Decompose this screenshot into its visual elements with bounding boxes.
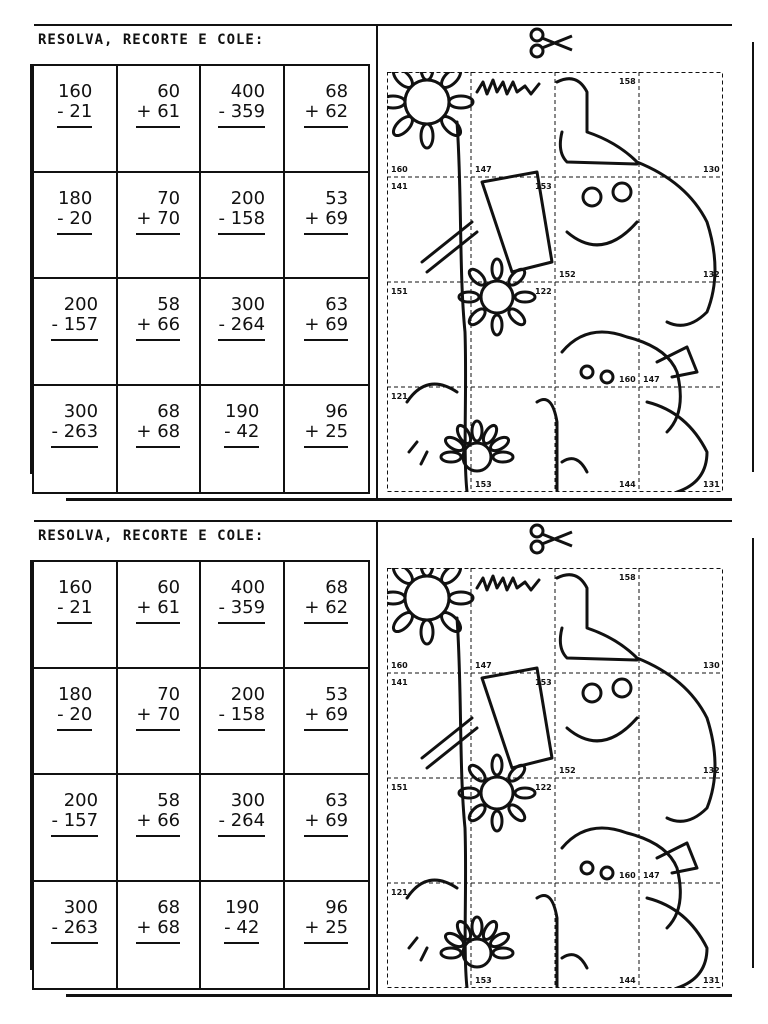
problem-second-line — [218, 705, 265, 731]
problem-operator: - — [224, 916, 231, 938]
problem-bottom-number: 264 — [230, 810, 266, 831]
problem-second-line — [136, 422, 180, 448]
problem-operator: + — [304, 597, 320, 618]
problem-top-number: 63 — [325, 294, 349, 315]
problem-bottom-number: 20 — [69, 703, 93, 725]
problem-bottom-number: 21 — [69, 597, 93, 618]
problem-operator: + — [304, 703, 320, 725]
arithmetic-problem — [136, 578, 180, 667]
problem-top-number: 70 — [157, 187, 181, 209]
problem-second-line — [218, 598, 265, 624]
puzzle-piece-label: 141 — [391, 182, 408, 191]
problem-second-line — [304, 598, 348, 624]
problem-operator: - — [57, 101, 64, 122]
problem-second-line — [57, 209, 92, 235]
arithmetic-problem — [57, 685, 92, 774]
problem-top-number: 300 — [63, 896, 99, 918]
problem-cell[interactable] — [34, 669, 118, 776]
problem-bottom-number: 61 — [157, 597, 181, 618]
problem-top-number: 58 — [157, 790, 181, 811]
problem-operator: + — [304, 420, 320, 442]
top-rule — [34, 520, 732, 522]
problem-top-number: 53 — [325, 683, 349, 705]
problem-cell[interactable] — [201, 279, 285, 386]
problem-second-line — [218, 102, 265, 128]
problem-second-line — [57, 102, 92, 128]
problem-top-number: 60 — [157, 81, 181, 102]
problem-grid — [32, 64, 370, 494]
problem-cell[interactable] — [285, 173, 369, 280]
problem-cell[interactable] — [34, 279, 118, 386]
arithmetic-problem — [304, 685, 348, 774]
puzzle-piece-label: 152 — [559, 766, 576, 775]
puzzle-piece-label: 147 — [475, 661, 492, 670]
problem-bottom-number: 263 — [63, 916, 99, 938]
problem-cell[interactable] — [118, 882, 202, 989]
problem-second-line — [304, 811, 348, 837]
problem-top-number: 58 — [157, 294, 181, 315]
arithmetic-problem — [51, 898, 98, 989]
puzzle-piece-label: 147 — [643, 871, 660, 880]
arithmetic-problem — [304, 295, 348, 384]
problem-second-line — [304, 422, 348, 448]
problem-second-line — [51, 918, 98, 944]
problem-cell[interactable] — [285, 279, 369, 386]
problem-operator: - — [224, 420, 231, 442]
problem-second-line — [304, 209, 348, 235]
right-margin-bar — [752, 42, 754, 472]
puzzle-piece-label: 153 — [475, 480, 492, 489]
problem-bottom-number: 158 — [230, 207, 266, 229]
puzzle-piece-label: 131 — [703, 480, 720, 489]
puzzle-svg — [387, 568, 723, 988]
problem-operator: - — [57, 597, 64, 618]
problem-second-line — [136, 209, 180, 235]
problem-operator: - — [51, 314, 58, 335]
problem-top-number: 180 — [57, 683, 93, 705]
problem-bottom-number: 263 — [63, 420, 99, 442]
problem-operator: - — [57, 703, 64, 725]
problem-cell[interactable] — [285, 66, 369, 173]
problem-cell[interactable] — [201, 775, 285, 882]
scissors-icon — [528, 26, 576, 60]
problem-second-line — [51, 315, 98, 341]
problem-bottom-number: 70 — [157, 703, 181, 725]
arithmetic-problem — [304, 791, 348, 880]
puzzle-piece-label: 121 — [391, 392, 408, 401]
problem-top-number: 200 — [63, 790, 99, 811]
problem-grid — [32, 560, 370, 990]
arithmetic-problem — [224, 402, 259, 493]
problem-bottom-number: 157 — [63, 810, 99, 831]
arithmetic-problem — [218, 685, 265, 774]
puzzle-piece-label: 122 — [535, 783, 552, 792]
problem-operator: + — [136, 597, 152, 618]
puzzle-piece-label: 122 — [535, 287, 552, 296]
problem-operator: - — [51, 420, 58, 442]
puzzle-piece-label: 147 — [475, 165, 492, 174]
problem-operator: - — [218, 810, 225, 831]
problem-second-line — [51, 422, 98, 448]
arithmetic-problem — [51, 791, 98, 880]
problem-top-number: 300 — [63, 400, 99, 422]
worksheet-top — [0, 12, 768, 512]
problem-cell[interactable] — [201, 386, 285, 493]
problem-second-line — [136, 918, 180, 944]
problem-bottom-number: 264 — [230, 314, 266, 335]
puzzle-piece-label: 144 — [619, 480, 636, 489]
problem-operator: - — [57, 207, 64, 229]
problem-operator: - — [51, 916, 58, 938]
problem-top-number: 68 — [157, 896, 181, 918]
arithmetic-problem — [224, 898, 259, 989]
puzzle-piece-label: 151 — [391, 783, 408, 792]
worksheet-bottom — [0, 508, 768, 1008]
problem-operator: - — [218, 597, 225, 618]
cut-lines — [387, 568, 723, 988]
problem-cell[interactable] — [201, 562, 285, 669]
problem-top-number: 400 — [230, 81, 266, 102]
puzzle-piece-label: 121 — [391, 888, 408, 897]
problem-bottom-number: 157 — [63, 314, 99, 335]
problem-operator: + — [136, 810, 152, 831]
arithmetic-problem — [57, 189, 92, 278]
problem-operator: + — [304, 314, 320, 335]
problem-operator: - — [51, 810, 58, 831]
cut-lines — [387, 72, 723, 492]
problem-cell[interactable] — [118, 173, 202, 280]
instruction-text: RESOLVA, RECORTE E COLE: — [38, 528, 265, 544]
problem-operator: - — [218, 207, 225, 229]
problem-top-number: 68 — [325, 577, 349, 598]
puzzle-piece-label: 153 — [535, 678, 552, 687]
puzzle-svg — [387, 72, 723, 492]
problem-bottom-number: 359 — [230, 101, 266, 122]
problem-operator: - — [218, 703, 225, 725]
problem-cell[interactable] — [201, 882, 285, 989]
puzzle-piece-label: 153 — [535, 182, 552, 191]
problem-operator: + — [136, 101, 152, 122]
problem-second-line — [304, 918, 348, 944]
problem-second-line — [136, 102, 180, 128]
arithmetic-problem — [57, 578, 92, 667]
problem-cell[interactable] — [34, 386, 118, 493]
problem-second-line — [224, 422, 259, 448]
problem-cell[interactable] — [118, 279, 202, 386]
problem-top-number: 200 — [230, 187, 266, 209]
problem-second-line — [304, 705, 348, 731]
problem-operator: + — [304, 207, 320, 229]
puzzle-picture[interactable] — [387, 568, 723, 988]
problem-top-number: 160 — [57, 81, 93, 102]
puzzle-piece-label: 130 — [703, 661, 720, 670]
problem-second-line — [57, 705, 92, 731]
puzzle-piece-label: 151 — [391, 287, 408, 296]
problem-top-number: 200 — [63, 294, 99, 315]
puzzle-piece-label: 160 — [619, 375, 636, 384]
problem-second-line — [51, 811, 98, 837]
arithmetic-problem — [304, 189, 348, 278]
problem-bottom-number: 158 — [230, 703, 266, 725]
problem-cell[interactable] — [285, 386, 369, 493]
problem-cell[interactable] — [201, 173, 285, 280]
problem-top-number: 160 — [57, 577, 93, 598]
puzzle-piece-label: 141 — [391, 678, 408, 687]
problem-bottom-number: 69 — [325, 810, 349, 831]
problem-bottom-number: 359 — [230, 597, 266, 618]
problem-operator: + — [136, 916, 152, 938]
puzzle-piece-label: 158 — [619, 573, 636, 582]
problem-operator: + — [136, 314, 152, 335]
problem-bottom-number: 62 — [325, 101, 349, 122]
problem-cell[interactable] — [34, 562, 118, 669]
instruction-text: RESOLVA, RECORTE E COLE: — [38, 32, 265, 48]
puzzle-piece-label: 144 — [619, 976, 636, 985]
problem-second-line — [136, 598, 180, 624]
column-divider — [376, 522, 378, 994]
problem-top-number: 68 — [157, 400, 181, 422]
problem-cell[interactable] — [118, 669, 202, 776]
problem-top-number: 190 — [224, 400, 260, 422]
column-divider — [376, 26, 378, 498]
arithmetic-problem — [304, 82, 348, 171]
problem-bottom-number: 21 — [69, 101, 93, 122]
problem-cell[interactable] — [34, 173, 118, 280]
scissors-icon — [528, 522, 576, 556]
arithmetic-problem — [136, 685, 180, 774]
arithmetic-problem — [136, 898, 180, 989]
puzzle-piece-label: 153 — [475, 976, 492, 985]
bottom-rule — [66, 994, 732, 997]
problem-operator: + — [136, 420, 152, 442]
problem-top-number: 70 — [157, 683, 181, 705]
puzzle-piece-label: 147 — [643, 375, 660, 384]
problem-second-line — [224, 918, 259, 944]
problem-top-number: 96 — [325, 896, 349, 918]
puzzle-piece-label: 152 — [559, 270, 576, 279]
problem-top-number: 68 — [325, 81, 349, 102]
problem-top-number: 60 — [157, 577, 181, 598]
problem-second-line — [136, 315, 180, 341]
problem-top-number: 53 — [325, 187, 349, 209]
problem-bottom-number: 62 — [325, 597, 349, 618]
problem-bottom-number: 25 — [325, 916, 349, 938]
arithmetic-problem — [218, 791, 265, 880]
problem-cell[interactable] — [34, 882, 118, 989]
problem-top-number: 180 — [57, 187, 93, 209]
problem-second-line — [218, 209, 265, 235]
problem-cell[interactable] — [34, 775, 118, 882]
problem-bottom-number: 68 — [157, 916, 181, 938]
arithmetic-problem — [136, 82, 180, 171]
problem-second-line — [218, 315, 265, 341]
arithmetic-problem — [218, 189, 265, 278]
problem-second-line — [136, 705, 180, 731]
problem-cell[interactable] — [34, 66, 118, 173]
arithmetic-problem — [51, 295, 98, 384]
problem-cell[interactable] — [285, 775, 369, 882]
puzzle-piece-label: 158 — [619, 77, 636, 86]
problem-cell[interactable] — [118, 66, 202, 173]
problem-bottom-number: 66 — [157, 314, 181, 335]
problem-bottom-number: 66 — [157, 810, 181, 831]
problem-bottom-number: 61 — [157, 101, 181, 122]
puzzle-piece-label: 130 — [703, 165, 720, 174]
puzzle-piece-label: 160 — [391, 165, 408, 174]
arithmetic-problem — [57, 82, 92, 171]
problem-operator: - — [218, 314, 225, 335]
puzzle-picture[interactable] — [387, 72, 723, 492]
arithmetic-problem — [218, 578, 265, 667]
problem-top-number: 200 — [230, 683, 266, 705]
problem-top-number: 300 — [230, 790, 266, 811]
problem-operator: - — [218, 101, 225, 122]
problem-operator: + — [304, 101, 320, 122]
right-margin-bar — [752, 538, 754, 968]
puzzle-piece-label: 160 — [391, 661, 408, 670]
arithmetic-problem — [136, 189, 180, 278]
problem-top-number: 96 — [325, 400, 349, 422]
problem-operator: + — [136, 703, 152, 725]
arithmetic-problem — [136, 791, 180, 880]
problem-cell[interactable] — [285, 562, 369, 669]
arithmetic-problem — [304, 898, 348, 989]
problem-bottom-number: 68 — [157, 420, 181, 442]
puzzle-piece-label: 132 — [703, 766, 720, 775]
problem-top-number: 190 — [224, 896, 260, 918]
bottom-rule — [66, 498, 732, 501]
problem-operator: + — [136, 207, 152, 229]
problem-second-line — [304, 315, 348, 341]
puzzle-piece-label: 160 — [619, 871, 636, 880]
arithmetic-problem — [136, 402, 180, 493]
problem-bottom-number: 69 — [325, 207, 349, 229]
top-rule — [34, 24, 732, 26]
problem-cell[interactable] — [201, 669, 285, 776]
problem-cell[interactable] — [118, 775, 202, 882]
problem-operator: + — [304, 810, 320, 831]
problem-cell[interactable] — [118, 562, 202, 669]
arithmetic-problem — [136, 295, 180, 384]
problem-cell[interactable] — [285, 669, 369, 776]
problem-second-line — [304, 102, 348, 128]
problem-operator: + — [304, 916, 320, 938]
problem-bottom-number: 42 — [236, 916, 260, 938]
problem-cell[interactable] — [285, 882, 369, 989]
problem-cell[interactable] — [201, 66, 285, 173]
puzzle-piece-label: 132 — [703, 270, 720, 279]
problem-top-number: 63 — [325, 790, 349, 811]
arithmetic-problem — [304, 402, 348, 493]
problem-top-number: 400 — [230, 577, 266, 598]
problem-cell[interactable] — [118, 386, 202, 493]
problem-bottom-number: 42 — [236, 420, 260, 442]
problem-second-line — [218, 811, 265, 837]
problem-bottom-number: 70 — [157, 207, 181, 229]
problem-bottom-number: 20 — [69, 207, 93, 229]
arithmetic-problem — [51, 402, 98, 493]
problem-top-number: 300 — [230, 294, 266, 315]
problem-bottom-number: 69 — [325, 314, 349, 335]
problem-bottom-number: 25 — [325, 420, 349, 442]
problem-bottom-number: 69 — [325, 703, 349, 725]
problem-second-line — [136, 811, 180, 837]
arithmetic-problem — [304, 578, 348, 667]
puzzle-piece-label: 131 — [703, 976, 720, 985]
arithmetic-problem — [218, 82, 265, 171]
arithmetic-problem — [218, 295, 265, 384]
problem-second-line — [57, 598, 92, 624]
